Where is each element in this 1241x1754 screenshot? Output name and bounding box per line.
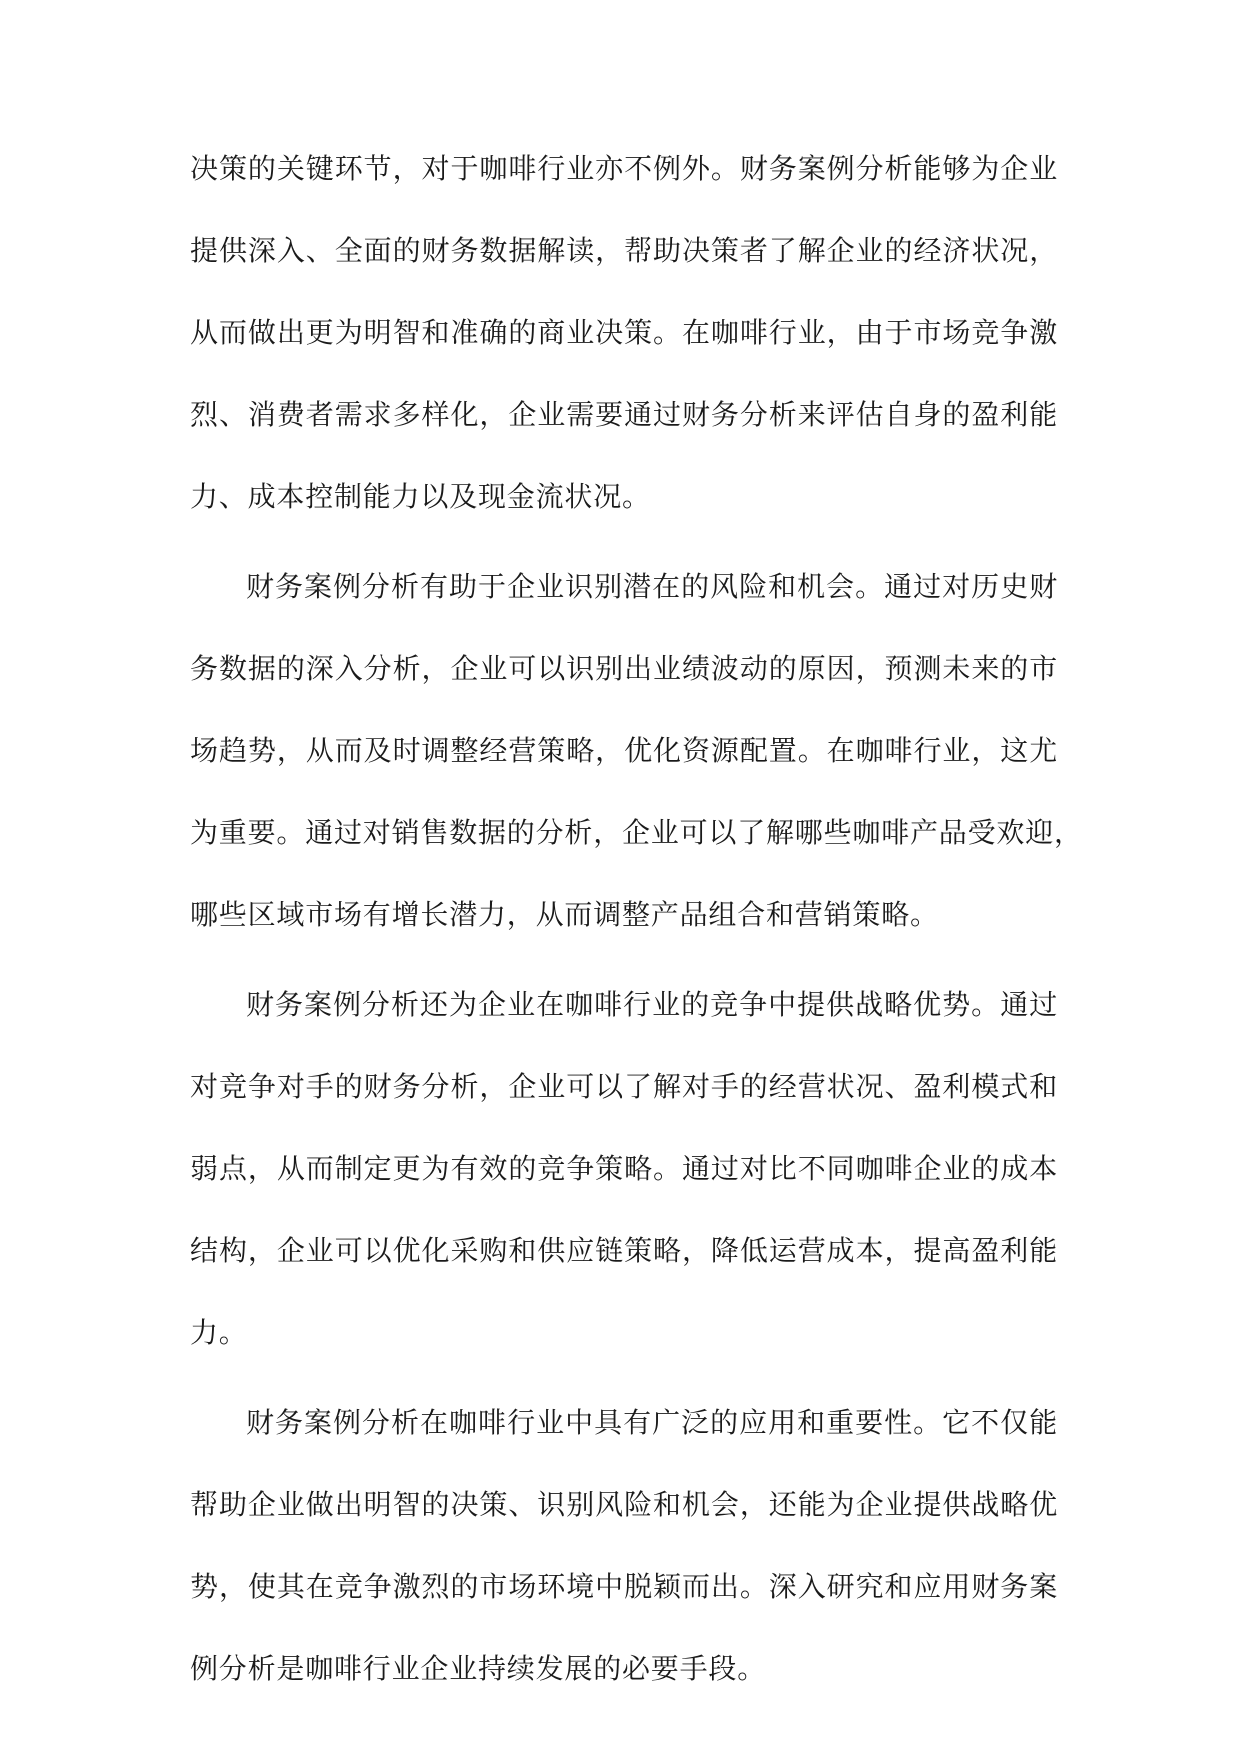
- paragraph-4: [190, 1382, 1058, 1710]
- text-line: 财务案例分析还为企业在咖啡行业的竞争中提供战略优势。通过: [246, 988, 1058, 1021]
- text-line: 例分析是咖啡行业企业持续发展的必要手段。: [190, 1652, 767, 1685]
- text-line: 力、成本控制能力以及现金流状况。: [190, 480, 651, 513]
- text-line: 力。: [190, 1316, 248, 1349]
- text-line: 提供深入、全面的财务数据解读，帮助决策者了解企业的经济状况，: [190, 234, 1058, 267]
- paragraph-1: [190, 128, 1058, 538]
- text-line: 决策的关键环节，对于咖啡行业亦不例外。财务案例分析能够为企业: [190, 152, 1058, 185]
- paragraph-2: [190, 546, 1083, 956]
- paragraph-3: [190, 964, 1058, 1374]
- text-line: 弱点，从而制定更为有效的竞争策略。通过对比不同咖啡企业的成本: [190, 1152, 1058, 1185]
- text-line: 帮助企业做出明智的决策、识别风险和机会，还能为企业提供战略优: [190, 1488, 1058, 1521]
- text-line: 哪些区域市场有增长潜力，从而调整产品组合和营销策略。: [190, 898, 939, 931]
- text-line: 为重要。通过对销售数据的分析，企业可以了解哪些咖啡产品受欢迎，: [190, 816, 1083, 849]
- text-line: 势，使其在竞争激烈的市场环境中脱颖而出。深入研究和应用财务案: [190, 1570, 1058, 1603]
- document-page: [190, 128, 1083, 1718]
- text-line: 对竞争对手的财务分析，企业可以了解对手的经营状况、盈利模式和: [190, 1070, 1058, 1103]
- text-line: 结构，企业可以优化采购和供应链策略，降低运营成本，提高盈利能: [190, 1234, 1058, 1267]
- text-line: 场趋势，从而及时调整经营策略，优化资源配置。在咖啡行业，这尤: [190, 734, 1058, 767]
- text-line: 从而做出更为明智和准确的商业决策。在咖啡行业，由于市场竞争激: [190, 316, 1058, 349]
- text-line: 烈、消费者需求多样化，企业需要通过财务分析来评估自身的盈利能: [190, 398, 1058, 431]
- text-line: 财务案例分析有助于企业识别潜在的风险和机会。通过对历史财: [246, 570, 1058, 603]
- text-line: 务数据的深入分析，企业可以识别出业绩波动的原因，预测未来的市: [190, 652, 1058, 685]
- text-line: 财务案例分析在咖啡行业中具有广泛的应用和重要性。它不仅能: [246, 1406, 1058, 1439]
